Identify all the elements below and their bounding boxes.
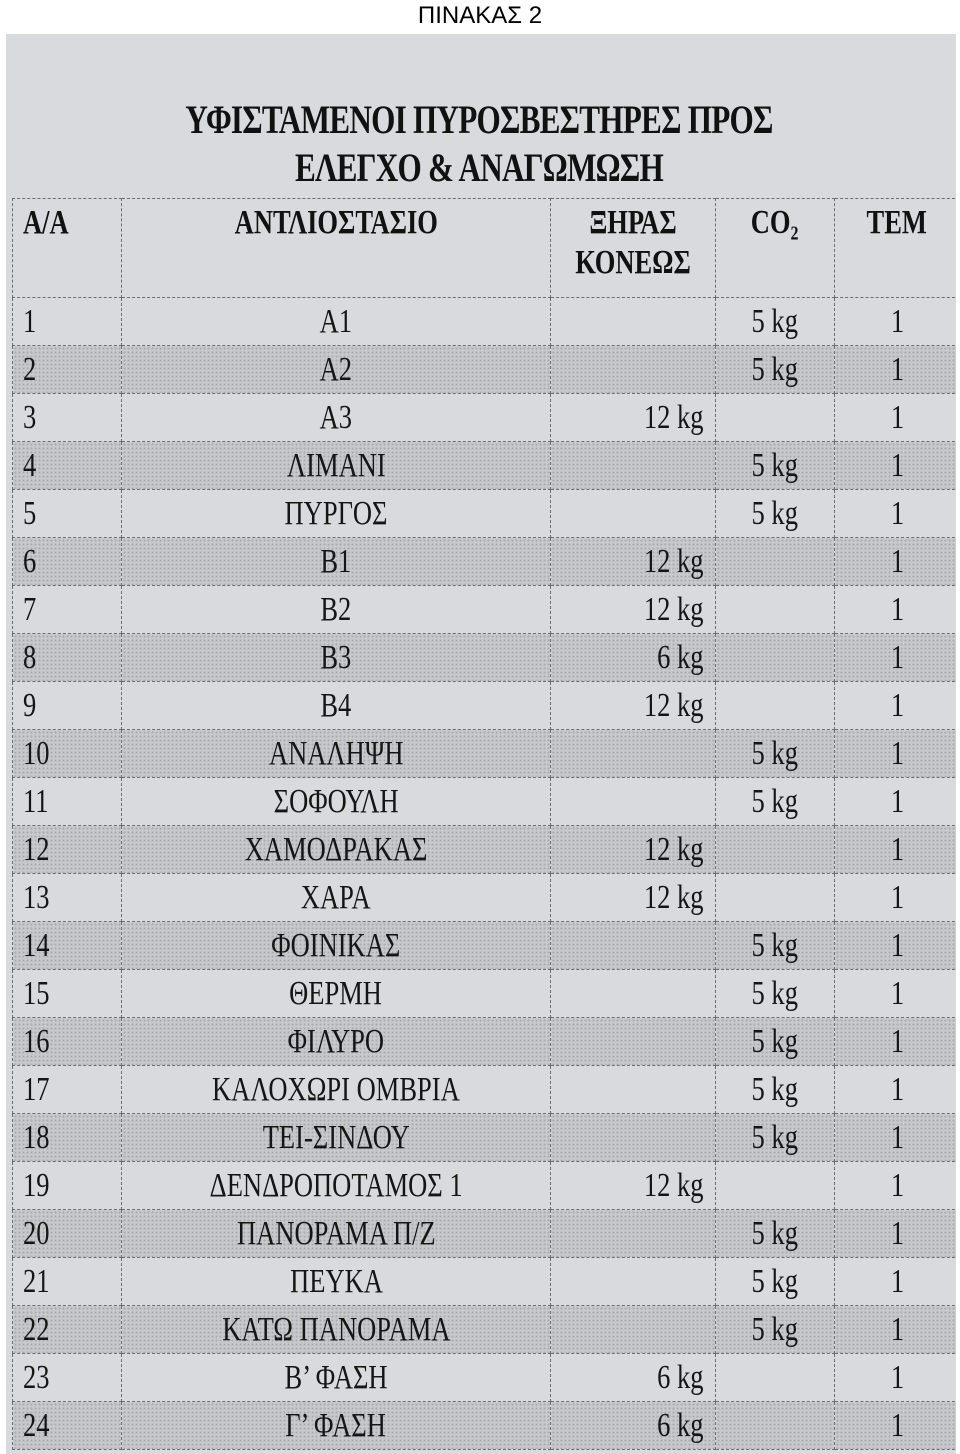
table-row bbox=[13, 442, 957, 490]
cell-tem: 1 bbox=[835, 778, 957, 826]
scanned-table-image bbox=[6, 34, 956, 1454]
table-row bbox=[13, 490, 957, 538]
cell-tem: 1 bbox=[835, 586, 957, 634]
cell-aa: 22 bbox=[13, 1306, 122, 1354]
table-row bbox=[13, 1306, 957, 1354]
table-row bbox=[13, 1114, 957, 1162]
cell-station: ΔΕΝΔΡΟΠΟΤΑΜΟΣ 1 bbox=[122, 1162, 551, 1210]
cell-dry-powder: 6 kg bbox=[551, 1354, 716, 1402]
cell-tem: 1 bbox=[835, 1306, 957, 1354]
cell-co2: 5 kg bbox=[716, 298, 835, 346]
cell-aa: 24 bbox=[13, 1402, 122, 1450]
table-row bbox=[13, 1066, 957, 1114]
cell-co2: 5 kg bbox=[716, 1306, 835, 1354]
cell-station: Γ’ ΦΑΣΗ bbox=[122, 1402, 551, 1450]
cell-aa: 11 bbox=[13, 778, 122, 826]
cell-station: ΚΑΤΩ ΠΑΝΟΡΑΜΑ bbox=[122, 1306, 551, 1354]
cell-dry-powder bbox=[551, 1018, 716, 1066]
cell-station: Α2 bbox=[122, 346, 551, 394]
cell-aa: 23 bbox=[13, 1354, 122, 1402]
cell-dry-powder bbox=[551, 1210, 716, 1258]
cell-co2 bbox=[716, 394, 835, 442]
cell-tem: 1 bbox=[835, 970, 957, 1018]
cell-co2: 5 kg bbox=[716, 442, 835, 490]
cell-aa: 14 bbox=[13, 922, 122, 970]
cell-aa: 3 bbox=[13, 394, 122, 442]
cell-tem: 1 bbox=[835, 1114, 957, 1162]
cell-station: ΠΑΝΟΡΑΜΑ Π/Ζ bbox=[122, 1210, 551, 1258]
cell-station: Α3 bbox=[122, 394, 551, 442]
cell-station: ΧΑΜΟΔΡΑΚΑΣ bbox=[122, 826, 551, 874]
cell-co2: 5 kg bbox=[716, 1210, 835, 1258]
table-row bbox=[13, 538, 957, 586]
table-row bbox=[13, 970, 957, 1018]
cell-station: ΠΥΡΓΟΣ bbox=[122, 490, 551, 538]
cell-aa: 19 bbox=[13, 1162, 122, 1210]
cell-tem: 1 bbox=[835, 298, 957, 346]
cell-tem: 1 bbox=[835, 874, 957, 922]
header-dry-powder: ΞΗΡΑΣ ΚΟΝΕΩΣ bbox=[551, 199, 716, 298]
cell-dry-powder bbox=[551, 778, 716, 826]
table-row bbox=[13, 874, 957, 922]
cell-aa: 10 bbox=[13, 730, 122, 778]
cell-tem: 1 bbox=[835, 490, 957, 538]
table-row bbox=[13, 1210, 957, 1258]
cell-tem: 1 bbox=[835, 394, 957, 442]
cell-aa: 12 bbox=[13, 826, 122, 874]
cell-dry-powder: 12 kg bbox=[551, 394, 716, 442]
table-row bbox=[13, 394, 957, 442]
table-row bbox=[13, 634, 957, 682]
cell-co2 bbox=[716, 826, 835, 874]
cell-tem: 1 bbox=[835, 346, 957, 394]
cell-dry-powder: 12 kg bbox=[551, 538, 716, 586]
cell-dry-powder bbox=[551, 490, 716, 538]
cell-aa: 16 bbox=[13, 1018, 122, 1066]
table-row bbox=[13, 730, 957, 778]
cell-aa: 6 bbox=[13, 538, 122, 586]
cell-dry-powder: 12 kg bbox=[551, 1162, 716, 1210]
cell-tem: 1 bbox=[835, 922, 957, 970]
cell-station: ΘΕΡΜΗ bbox=[122, 970, 551, 1018]
table-heading bbox=[115, 96, 844, 192]
cell-tem: 1 bbox=[835, 1258, 957, 1306]
cell-tem: 1 bbox=[835, 634, 957, 682]
cell-dry-powder bbox=[551, 442, 716, 490]
table-row bbox=[13, 1018, 957, 1066]
table-row bbox=[13, 1354, 957, 1402]
cell-station: ΦΙΛΥΡΟ bbox=[122, 1018, 551, 1066]
cell-co2: 5 kg bbox=[716, 1018, 835, 1066]
table-row bbox=[13, 1402, 957, 1450]
cell-dry-powder: 6 kg bbox=[551, 1402, 716, 1450]
cell-aa: 5 bbox=[13, 490, 122, 538]
cell-dry-powder bbox=[551, 730, 716, 778]
cell-tem: 1 bbox=[835, 1162, 957, 1210]
cell-dry-powder: 12 kg bbox=[551, 826, 716, 874]
cell-co2: 5 kg bbox=[716, 346, 835, 394]
table-row bbox=[13, 682, 957, 730]
table-title-line-2: ΕΛΕΓΧΟ & ΑΝΑΓΩΜΩΣΗ bbox=[294, 145, 663, 190]
table-row bbox=[13, 1258, 957, 1306]
cell-co2: 5 kg bbox=[716, 730, 835, 778]
table-row bbox=[13, 922, 957, 970]
cell-aa: 2 bbox=[13, 346, 122, 394]
cell-station: Β’ ΦΑΣΗ bbox=[122, 1354, 551, 1402]
cell-dry-powder bbox=[551, 346, 716, 394]
cell-dry-powder: 12 kg bbox=[551, 874, 716, 922]
cell-tem: 1 bbox=[835, 1066, 957, 1114]
table-row bbox=[13, 1162, 957, 1210]
table-row bbox=[13, 778, 957, 826]
cell-aa: 20 bbox=[13, 1210, 122, 1258]
table-header-row bbox=[13, 199, 957, 298]
cell-tem: 1 bbox=[835, 1018, 957, 1066]
table-row bbox=[13, 346, 957, 394]
cell-co2 bbox=[716, 682, 835, 730]
cell-aa: 18 bbox=[13, 1114, 122, 1162]
cell-tem: 1 bbox=[835, 682, 957, 730]
cell-co2 bbox=[716, 538, 835, 586]
cell-tem: 1 bbox=[835, 442, 957, 490]
cell-tem: 1 bbox=[835, 1210, 957, 1258]
cell-co2: 5 kg bbox=[716, 922, 835, 970]
cell-co2 bbox=[716, 586, 835, 634]
table-row bbox=[13, 826, 957, 874]
header-station: ΑΝΤΛΙΟΣΤΑΣΙΟ bbox=[122, 199, 551, 298]
cell-dry-powder: 12 kg bbox=[551, 586, 716, 634]
cell-tem: 1 bbox=[835, 1402, 957, 1450]
cell-station: ΣΟΦΟΥΛΗ bbox=[122, 778, 551, 826]
cell-dry-powder bbox=[551, 1066, 716, 1114]
cell-station: Β3 bbox=[122, 634, 551, 682]
cell-aa: 13 bbox=[13, 874, 122, 922]
cell-co2 bbox=[716, 1162, 835, 1210]
cell-station: Β2 bbox=[122, 586, 551, 634]
cell-station: Β4 bbox=[122, 682, 551, 730]
cell-tem: 1 bbox=[835, 826, 957, 874]
cell-aa: 17 bbox=[13, 1066, 122, 1114]
cell-aa: 15 bbox=[13, 970, 122, 1018]
cell-aa: 8 bbox=[13, 634, 122, 682]
cell-station: ΠΕΥΚΑ bbox=[122, 1258, 551, 1306]
table-row bbox=[13, 298, 957, 346]
cell-aa: 21 bbox=[13, 1258, 122, 1306]
cell-dry-powder bbox=[551, 1258, 716, 1306]
cell-station: ΛΙΜΑΝΙ bbox=[122, 442, 551, 490]
cell-co2: 5 kg bbox=[716, 1258, 835, 1306]
table-body bbox=[13, 298, 957, 1450]
table-title-line-1: ΥΦΙΣΤΑΜΕΝΟΙ ΠΥΡΟΣΒΕΣΤΗΡΕΣ ΠΡΟΣ bbox=[185, 97, 773, 142]
cell-co2: 5 kg bbox=[716, 778, 835, 826]
cell-station: ΑΝΑΛΗΨΗ bbox=[122, 730, 551, 778]
cell-dry-powder: 6 kg bbox=[551, 634, 716, 682]
cell-aa: 9 bbox=[13, 682, 122, 730]
cell-dry-powder bbox=[551, 298, 716, 346]
cell-dry-powder bbox=[551, 1114, 716, 1162]
cell-dry-powder bbox=[551, 922, 716, 970]
extinguisher-table bbox=[12, 198, 956, 1450]
cell-co2 bbox=[716, 634, 835, 682]
cell-co2: 5 kg bbox=[716, 970, 835, 1018]
cell-aa: 1 bbox=[13, 298, 122, 346]
cell-tem: 1 bbox=[835, 538, 957, 586]
cell-dry-powder bbox=[551, 1306, 716, 1354]
cell-dry-powder: 12 kg bbox=[551, 682, 716, 730]
cell-station: ΧΑΡΑ bbox=[122, 874, 551, 922]
cell-station: ΚΑΛΟΧΩΡΙ ΟΜΒΡΙΑ bbox=[122, 1066, 551, 1114]
page-title: ΠΙΝΑΚΑΣ 2 bbox=[417, 2, 543, 29]
cell-co2 bbox=[716, 1402, 835, 1450]
cell-co2 bbox=[716, 1354, 835, 1402]
header-tem: ΤΕΜ bbox=[835, 199, 957, 298]
header-co2: CO₂ bbox=[716, 199, 835, 298]
cell-co2 bbox=[716, 874, 835, 922]
table-sheet bbox=[12, 96, 946, 1450]
cell-dry-powder bbox=[551, 970, 716, 1018]
cell-tem: 1 bbox=[835, 1354, 957, 1402]
cell-aa: 7 bbox=[13, 586, 122, 634]
cell-aa: 4 bbox=[13, 442, 122, 490]
cell-co2: 5 kg bbox=[716, 490, 835, 538]
cell-station: ΦΟΙΝΙΚΑΣ bbox=[122, 922, 551, 970]
cell-co2: 5 kg bbox=[716, 1114, 835, 1162]
header-aa: Α/Α bbox=[13, 199, 122, 298]
cell-tem: 1 bbox=[835, 730, 957, 778]
cell-station: ΤΕΙ-ΣΙΝΔΟΥ bbox=[122, 1114, 551, 1162]
cell-station: Β1 bbox=[122, 538, 551, 586]
cell-co2: 5 kg bbox=[716, 1066, 835, 1114]
cell-station: Α1 bbox=[122, 298, 551, 346]
table-row bbox=[13, 586, 957, 634]
